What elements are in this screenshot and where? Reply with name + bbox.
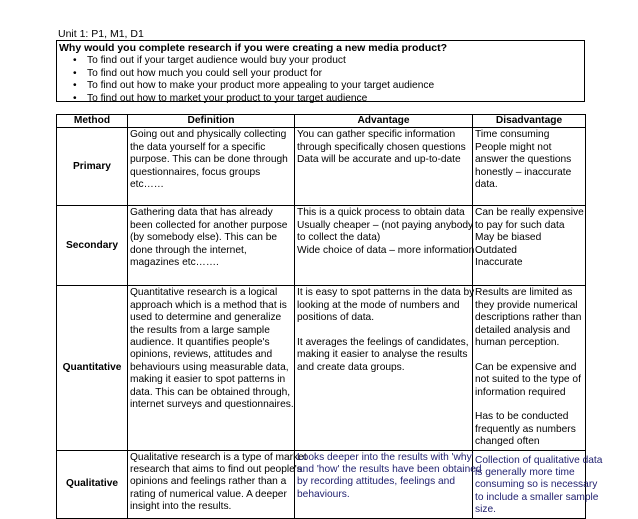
definition-cell — [128, 450, 307, 518]
cell-line: they provide numerical — [475, 299, 578, 311]
cell-line: This is a quick process to obtain data — [297, 207, 465, 219]
cell-line — [297, 325, 470, 337]
cell-line: internet surveys and questionnaires. — [130, 399, 294, 411]
cell-line: behaviours using measurable data, — [130, 361, 289, 373]
table-row — [57, 450, 586, 518]
cell-line: Qualitative research is a type of market — [130, 451, 307, 463]
cell-line: approach which is a method that is — [130, 299, 287, 311]
cell-line: opinions, reviews, attitudes and — [130, 349, 273, 361]
cell-line: It is easy to spot patterns in the data by — [297, 287, 475, 299]
cell-line: Has to be conducted — [475, 411, 569, 423]
cell-line: Inaccurate — [475, 257, 523, 269]
disadvantage-cell — [473, 128, 586, 206]
cell-line: rating of numerical value. A deeper — [130, 488, 287, 500]
cell-line: the results from a large sample — [130, 324, 270, 336]
table-row — [57, 128, 586, 206]
cell-line: May be biased — [475, 232, 542, 244]
cell-line: not suited to the type of — [475, 374, 581, 386]
cell-line: purpose. This can be done through — [130, 154, 288, 166]
advantage-cell — [295, 450, 482, 518]
cell-line: data. — [475, 179, 498, 191]
reason-item: • To find out how to make your product more appealing to your target audience — [73, 80, 584, 93]
cell-line: Time consuming — [475, 129, 550, 141]
cell-line: Gathering data that has already — [130, 207, 273, 219]
header-advantage: Advantage — [295, 115, 473, 128]
header-method: Method — [57, 115, 128, 128]
cell-line: looking at the mode of numbers and — [297, 299, 460, 311]
header-definition: Definition — [128, 115, 295, 128]
cell-line: answer the questions — [475, 154, 572, 166]
method-cell: Primary — [57, 128, 128, 206]
cell-line: through specifically chosen questions — [297, 141, 466, 153]
cell-line: opinions and feelings rather than a — [130, 476, 287, 488]
disadvantage-cell — [473, 206, 586, 286]
method-cell: Qualitative — [57, 450, 128, 518]
intro-box — [56, 40, 585, 102]
table-header-row — [57, 115, 586, 128]
advantage-cell — [295, 206, 473, 286]
cell-line: detailed analysis and — [475, 324, 571, 336]
cell-line: frequently as numbers — [475, 423, 576, 435]
advantage-cell — [295, 286, 473, 450]
definition-cell — [128, 128, 295, 206]
cell-line: honestly – inaccurate — [475, 166, 572, 178]
cell-line: insight into the results. — [130, 501, 232, 513]
cell-line: descriptions rather than — [475, 312, 582, 324]
method-cell: Quantitative — [57, 286, 128, 450]
cell-line: human perception. — [475, 337, 560, 349]
cell-line: and 'how' the results have been obtained — [297, 464, 482, 476]
unit-heading: Unit 1: P1, M1, D1 — [58, 28, 144, 40]
cell-line: consuming so is necessary — [475, 479, 598, 491]
cell-line: been collected for another purpose — [130, 219, 288, 231]
cell-line: questionnaires, focus groups — [130, 166, 261, 178]
cell-line: Wide choice of data – more information — [297, 244, 475, 256]
cell-line: to include a smaller sample — [475, 491, 599, 503]
cell-line: Going out and physically collecting — [130, 129, 287, 141]
disadvantage-cell — [473, 286, 586, 450]
cell-line — [475, 399, 583, 411]
cell-line: (by somebody else). This can be — [130, 232, 278, 244]
table-row — [57, 206, 586, 286]
cell-line: size. — [475, 504, 496, 516]
cell-line: by recording attitudes, feelings and — [297, 476, 456, 488]
cell-line: People might not — [475, 141, 552, 153]
cell-line: changed often — [475, 436, 540, 448]
cell-line: making it easier to spot patterns in — [130, 374, 286, 386]
disadvantage-cell — [473, 450, 603, 518]
cell-line: Results are limited as — [475, 287, 573, 299]
cell-line: You can gather specific information — [297, 129, 456, 141]
cell-line: Data will be accurate and up-to-date — [297, 154, 461, 166]
cell-line: Outdated — [475, 244, 517, 256]
cell-line: Quantitative research is a logical — [130, 287, 278, 299]
reason-item: • To find out if your target audience would buy your product — [73, 55, 584, 68]
cell-line: audience. It quantifies people's — [130, 337, 270, 349]
cell-line: Can be really expensive — [475, 207, 584, 219]
cell-line: It averages the feelings of candidates, — [297, 337, 469, 349]
research-methods-table — [56, 114, 603, 519]
table-row — [57, 286, 586, 450]
cell-line: used to determine and generalize — [130, 312, 282, 324]
cell-line: to pay for such data — [475, 219, 565, 231]
advantage-cell — [295, 128, 473, 206]
method-cell: Secondary — [57, 206, 128, 286]
reason-item: • To find out how much you could sell your product for — [73, 68, 584, 81]
research-question: Why would you complete research if you were creating a new media product? — [59, 42, 448, 54]
cell-line: Can be expensive and — [475, 361, 577, 373]
cell-line: Looks deeper into the results with 'why' — [297, 451, 474, 463]
cell-line: done through the internet, — [130, 244, 247, 256]
cell-line: Usually cheaper – (not paying anybody — [297, 219, 474, 231]
cell-line: to collect the data) — [297, 232, 381, 244]
cell-line: data. This can be obtained through, — [130, 386, 291, 398]
cell-line: information required — [475, 386, 566, 398]
cell-line: etc…… — [130, 179, 164, 191]
definition-cell — [128, 286, 295, 450]
cell-line: is generally more time — [475, 467, 575, 479]
cell-line: positions of data. — [297, 312, 375, 324]
header-disadvantage: Disadvantage — [473, 115, 586, 128]
cell-line: the data yourself for a specific — [130, 141, 266, 153]
cell-line: making it easier to analyse the results — [297, 349, 468, 361]
reason-item: • To find out how to market your product to your target audience — [73, 93, 584, 106]
cell-line: magazines etc……. — [130, 257, 219, 269]
cell-line: and create data groups. — [297, 361, 405, 373]
reasons-list — [57, 55, 584, 105]
cell-line: research that aims to find out people's — [130, 464, 302, 476]
cell-line: behaviours. — [297, 488, 350, 500]
cell-line: Collection of qualitative data — [475, 454, 603, 466]
definition-cell — [128, 206, 295, 286]
cell-line — [475, 349, 583, 361]
